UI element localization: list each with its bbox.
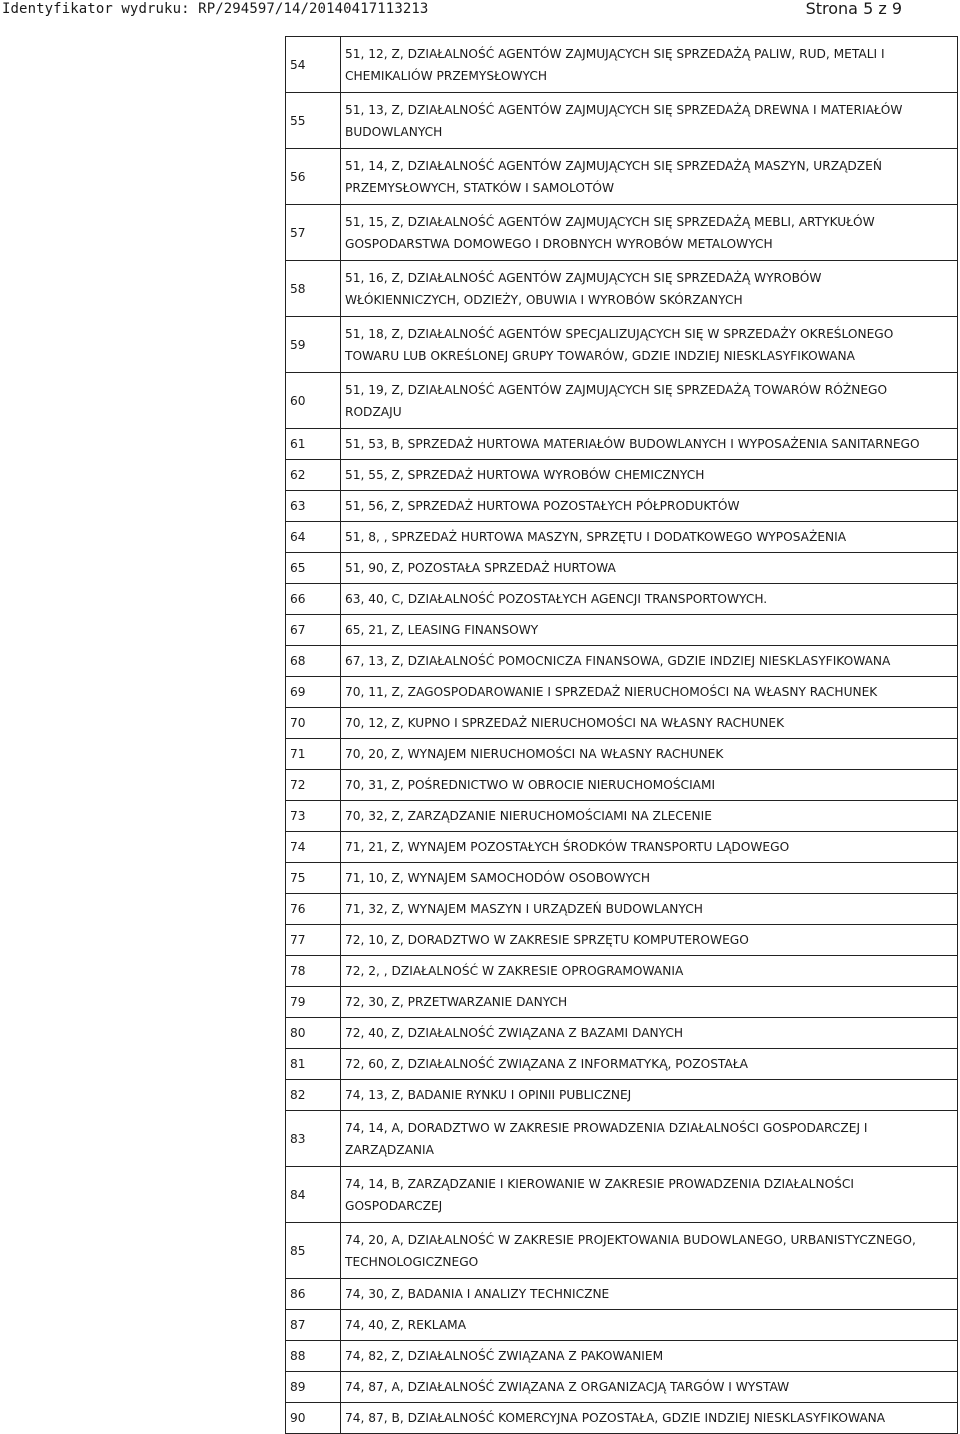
- row-number: 71: [286, 739, 341, 770]
- row-number: 60: [286, 373, 341, 429]
- table-row: [286, 1310, 958, 1341]
- activity-description: [341, 1310, 958, 1341]
- row-number: 90: [286, 1403, 341, 1434]
- table-row: [286, 739, 958, 770]
- description-line: 67, 13, Z, DZIAŁALNOŚĆ POMOCNICZA FINANSOWA, GDZIE INDZIEJ NIESKLASYFIKOWANA: [345, 654, 891, 668]
- table-row: [286, 1049, 958, 1080]
- description-line: PRZEMYSŁOWYCH, STATKÓW I SAMOLOTÓW: [345, 180, 615, 195]
- table-row: [286, 584, 958, 615]
- activity-description: [341, 615, 958, 646]
- table-row: [286, 801, 958, 832]
- activity-description: [341, 522, 958, 553]
- activity-description: [341, 205, 958, 261]
- page-header: [0, 0, 960, 20]
- row-number: 59: [286, 317, 341, 373]
- activity-description: [341, 956, 958, 987]
- description-line: 72, 60, Z, DZIAŁALNOŚĆ ZWIĄZANA Z INFORMATYKĄ, POZOSTAŁA: [345, 1057, 748, 1071]
- table-row: [286, 925, 958, 956]
- page-number: Strona 5 z 9: [805, 0, 902, 18]
- activity-description: [341, 646, 958, 677]
- table-row: [286, 553, 958, 584]
- table-row: [286, 677, 958, 708]
- table-row: [286, 832, 958, 863]
- row-number: 67: [286, 615, 341, 646]
- description-line: 51, 19, Z, DZIAŁALNOŚĆ AGENTÓW ZAJMUJĄCYCH SIĘ SPRZEDAŻĄ TOWARÓW RÓŻNEGO: [345, 382, 888, 397]
- description-line: ZARZĄDZANIA: [345, 1142, 434, 1157]
- description-line: 72, 40, Z, DZIAŁALNOŚĆ ZWIĄZANA Z BAZAMI DANYCH: [345, 1026, 684, 1040]
- row-number: 84: [286, 1167, 341, 1223]
- activity-description: [341, 429, 958, 460]
- table-row: [286, 987, 958, 1018]
- description-line: GOSPODARSTWA DOMOWEGO I DROBNYCH WYROBÓW METALOWYCH: [345, 236, 773, 251]
- activity-description: [341, 801, 958, 832]
- description-line: 70, 32, Z, ZARZĄDZANIE NIERUCHOMOŚCIAMI NA ZLECENIE: [345, 809, 712, 823]
- table-row: [286, 93, 958, 149]
- row-number: 58: [286, 261, 341, 317]
- activity-description: [341, 894, 958, 925]
- table-row: [286, 317, 958, 373]
- row-number: 82: [286, 1080, 341, 1111]
- description-line: 74, 40, Z, REKLAMA: [345, 1318, 467, 1332]
- row-number: 76: [286, 894, 341, 925]
- description-line: BUDOWLANYCH: [345, 124, 443, 139]
- activity-description: [341, 149, 958, 205]
- table-row: [286, 646, 958, 677]
- description-line: 74, 13, Z, BADANIE RYNKU I OPINII PUBLICZNEJ: [345, 1088, 632, 1102]
- activity-description: [341, 739, 958, 770]
- table-row: [286, 1279, 958, 1310]
- description-line: RODZAJU: [345, 404, 402, 419]
- description-line: 51, 55, Z, SPRZEDAŻ HURTOWA WYROBÓW CHEMICZNYCH: [345, 468, 705, 482]
- row-number: 63: [286, 491, 341, 522]
- table-row: [286, 37, 958, 93]
- table-row: [286, 894, 958, 925]
- table-row: [286, 429, 958, 460]
- table-row: [286, 1018, 958, 1049]
- table-body: [286, 37, 958, 1434]
- description-line: 63, 40, C, DZIAŁALNOŚĆ POZOSTAŁYCH AGENCJI TRANSPORTOWYCH.: [345, 592, 768, 606]
- description-line: 51, 13, Z, DZIAŁALNOŚĆ AGENTÓW ZAJMUJĄCYCH SIĘ SPRZEDAŻĄ DREWNA I MATERIAŁÓW: [345, 102, 903, 117]
- description-line: WŁÓKIENNICZYCH, ODZIEŻY, OBUWIA I WYROBÓW SKÓRZANYCH: [345, 292, 743, 307]
- row-number: 72: [286, 770, 341, 801]
- description-line: CHEMIKALIÓW PRZEMYSŁOWYCH: [345, 68, 548, 83]
- table-row: [286, 1167, 958, 1223]
- description-line: GOSPODARCZEJ: [345, 1198, 443, 1213]
- table-row: [286, 863, 958, 894]
- row-number: 62: [286, 460, 341, 491]
- table-row: [286, 956, 958, 987]
- description-line: TOWARU LUB OKREŚLONEJ GRUPY TOWARÓW, GDZIE INDZIEJ NIESKLASYFIKOWANA: [345, 348, 855, 363]
- row-number: 54: [286, 37, 341, 93]
- row-number: 66: [286, 584, 341, 615]
- activity-description: [341, 1403, 958, 1434]
- table-row: [286, 491, 958, 522]
- description-line: 74, 87, B, DZIAŁALNOŚĆ KOMERCYJNA POZOSTAŁA, GDZIE INDZIEJ NIESKLASYFIKOWANA: [345, 1411, 886, 1425]
- activity-description: [341, 708, 958, 739]
- row-number: 70: [286, 708, 341, 739]
- row-number: 64: [286, 522, 341, 553]
- activity-description: [341, 460, 958, 491]
- table-row: [286, 615, 958, 646]
- activity-description: [341, 1223, 958, 1279]
- table-row: [286, 205, 958, 261]
- activity-description: [341, 1080, 958, 1111]
- activity-description: [341, 925, 958, 956]
- description-line: 72, 2, , DZIAŁALNOŚĆ W ZAKRESIE OPROGRAMOWANIA: [345, 964, 684, 978]
- row-number: 79: [286, 987, 341, 1018]
- activity-description: [341, 987, 958, 1018]
- table-row: [286, 1080, 958, 1111]
- activity-description: [341, 1279, 958, 1310]
- row-number: 55: [286, 93, 341, 149]
- row-number: 85: [286, 1223, 341, 1279]
- table-row: [286, 261, 958, 317]
- activity-description: [341, 1111, 958, 1167]
- row-number: 56: [286, 149, 341, 205]
- row-number: 87: [286, 1310, 341, 1341]
- row-number: 88: [286, 1341, 341, 1372]
- row-number: 73: [286, 801, 341, 832]
- description-line: 70, 11, Z, ZAGOSPODAROWANIE I SPRZEDAŻ NIERUCHOMOŚCI NA WŁASNY RACHUNEK: [345, 685, 878, 699]
- activity-description: [341, 1341, 958, 1372]
- row-number: 61: [286, 429, 341, 460]
- description-line: 65, 21, Z, LEASING FINANSOWY: [345, 623, 539, 637]
- activity-description: [341, 770, 958, 801]
- description-line: 51, 14, Z, DZIAŁALNOŚĆ AGENTÓW ZAJMUJĄCYCH SIĘ SPRZEDAŻĄ MASZYN, URZĄDZEŃ: [345, 158, 882, 173]
- activity-description: [341, 1372, 958, 1403]
- description-line: 70, 31, Z, POŚREDNICTWO W OBROCIE NIERUCHOMOŚCIAMI: [345, 778, 716, 792]
- activity-description: [341, 863, 958, 894]
- description-line: 70, 12, Z, KUPNO I SPRZEDAŻ NIERUCHOMOŚCI NA WŁASNY RACHUNEK: [345, 716, 785, 730]
- row-number: 77: [286, 925, 341, 956]
- activity-description: [341, 553, 958, 584]
- table-row: [286, 1403, 958, 1434]
- description-line: 51, 12, Z, DZIAŁALNOŚĆ AGENTÓW ZAJMUJĄCYCH SIĘ SPRZEDAŻĄ PALIW, RUD, METALI I: [345, 46, 885, 61]
- description-line: 71, 10, Z, WYNAJEM SAMOCHODÓW OSOBOWYCH: [345, 871, 650, 885]
- table-row: [286, 1111, 958, 1167]
- description-line: TECHNOLOGICZNEGO: [345, 1254, 479, 1269]
- table-row: [286, 149, 958, 205]
- activity-description: [341, 1049, 958, 1080]
- print-identifier: Identyfikator wydruku: RP/294597/14/20140417113213: [2, 1, 429, 17]
- description-line: 51, 16, Z, DZIAŁALNOŚĆ AGENTÓW ZAJMUJĄCYCH SIĘ SPRZEDAŻĄ WYROBÓW: [345, 270, 822, 285]
- row-number: 81: [286, 1049, 341, 1080]
- table-row: [286, 1341, 958, 1372]
- row-number: 78: [286, 956, 341, 987]
- description-line: 71, 32, Z, WYNAJEM MASZYN I URZĄDZEŃ BUDOWLANYCH: [345, 902, 703, 916]
- row-number: 75: [286, 863, 341, 894]
- pkd-activity-table: [285, 36, 958, 1434]
- description-line: 51, 90, Z, POZOSTAŁA SPRZEDAŻ HURTOWA: [345, 561, 616, 575]
- activity-description: [341, 93, 958, 149]
- row-number: 80: [286, 1018, 341, 1049]
- activity-description: [341, 261, 958, 317]
- row-number: 74: [286, 832, 341, 863]
- row-number: 57: [286, 205, 341, 261]
- description-line: 70, 20, Z, WYNAJEM NIERUCHOMOŚCI NA WŁASNY RACHUNEK: [345, 747, 724, 761]
- row-number: 83: [286, 1111, 341, 1167]
- description-line: 74, 14, A, DORADZTWO W ZAKRESIE PROWADZENIA DZIAŁALNOŚCI GOSPODARCZEJ I: [345, 1120, 868, 1135]
- activity-description: [341, 584, 958, 615]
- description-line: 74, 30, Z, BADANIA I ANALIZY TECHNICZNE: [345, 1287, 610, 1301]
- description-line: 74, 82, Z, DZIAŁALNOŚĆ ZWIĄZANA Z PAKOWANIEM: [345, 1349, 664, 1363]
- activity-description: [341, 37, 958, 93]
- row-number: 68: [286, 646, 341, 677]
- description-line: 51, 8, , SPRZEDAŻ HURTOWA MASZYN, SPRZĘTU I DODATKOWEGO WYPOSAŻENIA: [345, 530, 847, 544]
- table-row: [286, 1372, 958, 1403]
- activity-description: [341, 317, 958, 373]
- activity-description: [341, 1167, 958, 1223]
- description-line: 51, 56, Z, SPRZEDAŻ HURTOWA POZOSTAŁYCH PÓŁPRODUKTÓW: [345, 499, 740, 513]
- table-row: [286, 522, 958, 553]
- row-number: 65: [286, 553, 341, 584]
- description-line: 71, 21, Z, WYNAJEM POZOSTAŁYCH ŚRODKÓW TRANSPORTU LĄDOWEGO: [345, 840, 790, 854]
- table-row: [286, 460, 958, 491]
- description-line: 72, 30, Z, PRZETWARZANIE DANYCH: [345, 995, 568, 1009]
- description-line: 72, 10, Z, DORADZTWO W ZAKRESIE SPRZĘTU KOMPUTEROWEGO: [345, 933, 749, 947]
- table-row: [286, 708, 958, 739]
- description-line: 74, 20, A, DZIAŁALNOŚĆ W ZAKRESIE PROJEKTOWANIA BUDOWLANEGO, URBANISTYCZNEGO,: [345, 1232, 916, 1247]
- description-line: 74, 14, B, ZARZĄDZANIE I KIEROWANIE W ZAKRESIE PROWADZENIA DZIAŁALNOŚCI: [345, 1176, 854, 1191]
- table-row: [286, 373, 958, 429]
- description-line: 51, 53, B, SPRZEDAŻ HURTOWA MATERIAŁÓW BUDOWLANYCH I WYPOSAŻENIA SANITARNEGO: [345, 437, 920, 451]
- description-line: 74, 87, A, DZIAŁALNOŚĆ ZWIĄZANA Z ORGANIZACJĄ TARGÓW I WYSTAW: [345, 1380, 790, 1394]
- row-number: 86: [286, 1279, 341, 1310]
- table-row: [286, 1223, 958, 1279]
- activity-description: [341, 373, 958, 429]
- table-row: [286, 770, 958, 801]
- description-line: 51, 18, Z, DZIAŁALNOŚĆ AGENTÓW SPECJALIZUJĄCYCH SIĘ W SPRZEDAŻY OKREŚLONEGO: [345, 326, 894, 341]
- description-line: 51, 15, Z, DZIAŁALNOŚĆ AGENTÓW ZAJMUJĄCYCH SIĘ SPRZEDAŻĄ MEBLI, ARTYKUŁÓW: [345, 214, 875, 229]
- activity-description: [341, 677, 958, 708]
- row-number: 89: [286, 1372, 341, 1403]
- activity-description: [341, 491, 958, 522]
- activity-description: [341, 832, 958, 863]
- row-number: 69: [286, 677, 341, 708]
- activity-description: [341, 1018, 958, 1049]
